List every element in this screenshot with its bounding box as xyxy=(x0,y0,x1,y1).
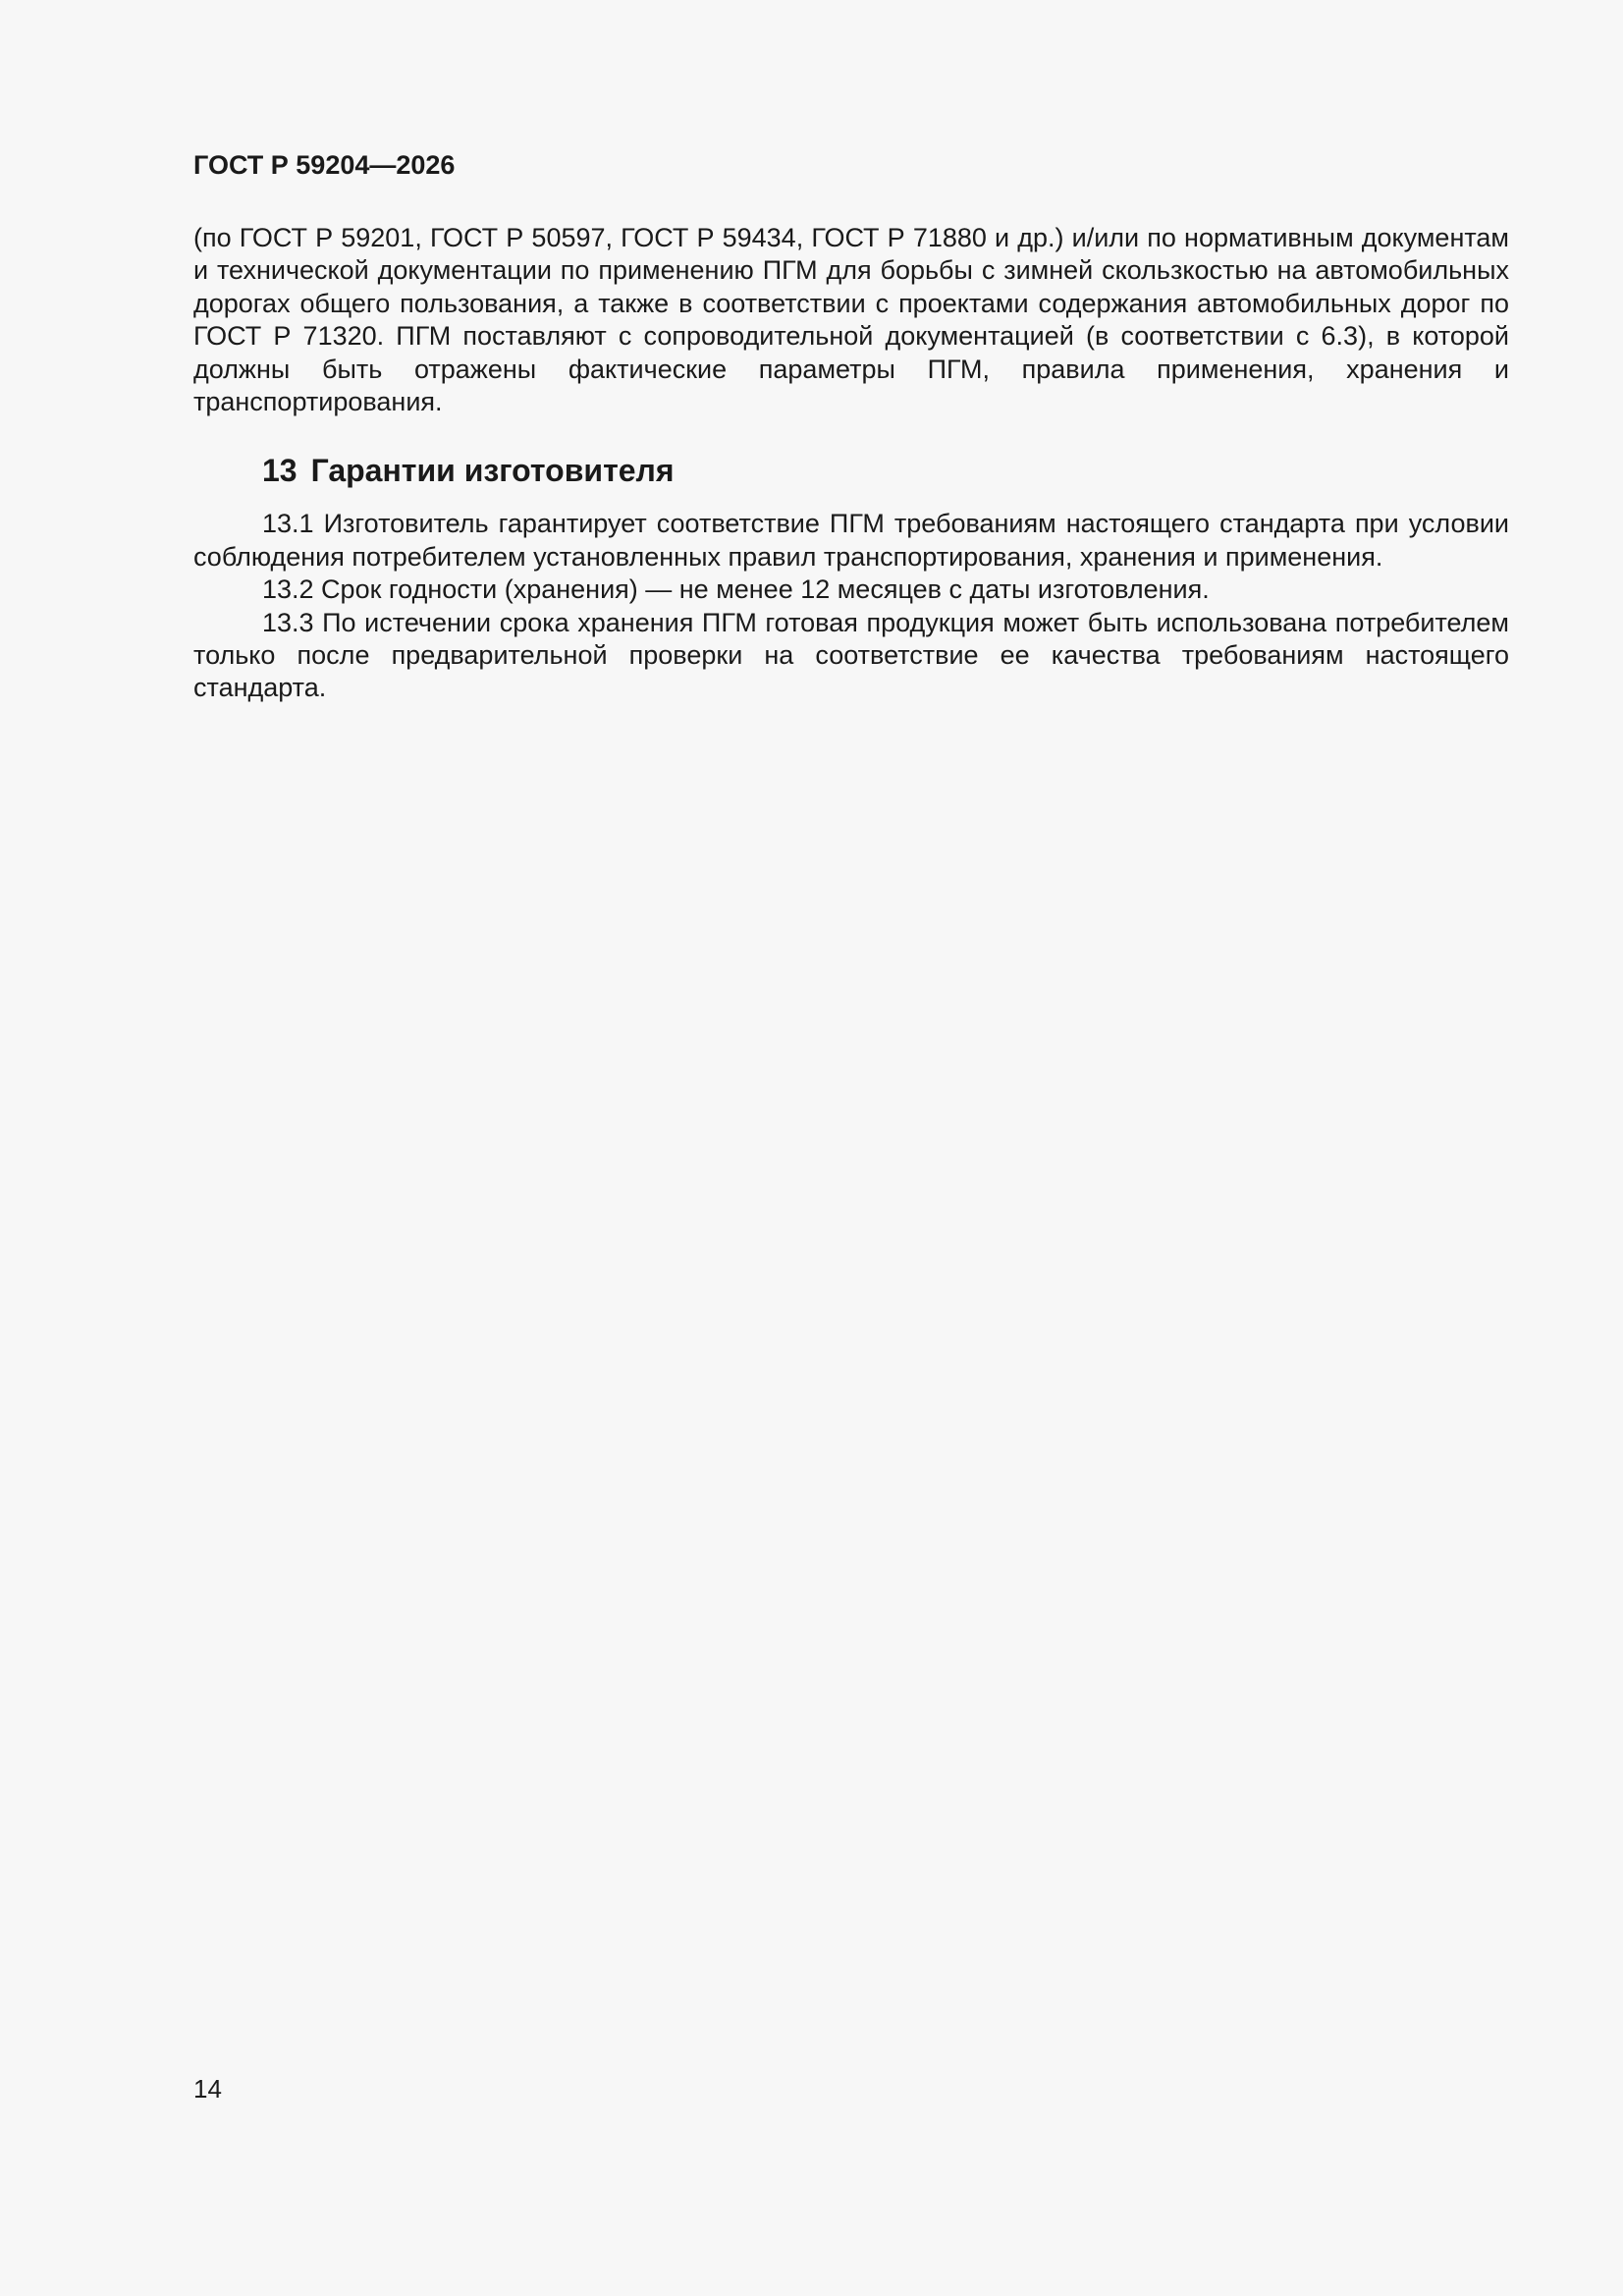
section-title: Гарантии изготовителя xyxy=(310,453,675,489)
clause-13-1: 13.1 Изготовитель гарантирует соответствие ПГМ требованиям настоящего стандарта при условии соблюдения потребителем установленных правил транспортирования, хранения и применения. xyxy=(193,509,1509,572)
page-number: 14 xyxy=(193,2074,222,2104)
section-number: 13 xyxy=(262,453,298,489)
document-code-header: ГОСТ Р 59204—2026 xyxy=(193,150,456,180)
clause-13-3: 13.3 По истечении срока хранения ПГМ готовая продукция может быть использована потребителем только после предварительной проверки на соответствие ее качества требованиям настоящего стандарта. xyxy=(193,607,1509,703)
clause-13-2: 13.2 Срок годности (хранения) — не менее 12 месяцев с даты изготовления. xyxy=(262,574,1210,605)
continuation-paragraph: (по ГОСТ Р 59201, ГОСТ Р 50597, ГОСТ Р 59434, ГОСТ Р 71880 и др.) и/или по нормативным документам и технической документации по применению ПГМ для борьбы с зимней скользкостью на автомобильных дорогах общего пользования, а также в соответствии с проектами содержания автомобильных дорог по ГОСТ Р 71320. ПГМ поставляют с сопроводительной документацией (в соответствии с 6.3), в которой должны быть отражены фактические параметры ПГМ, правила применения, хранения и транспортирования. xyxy=(193,223,1509,417)
section-heading xyxy=(262,451,1509,490)
page-content xyxy=(193,222,1509,705)
